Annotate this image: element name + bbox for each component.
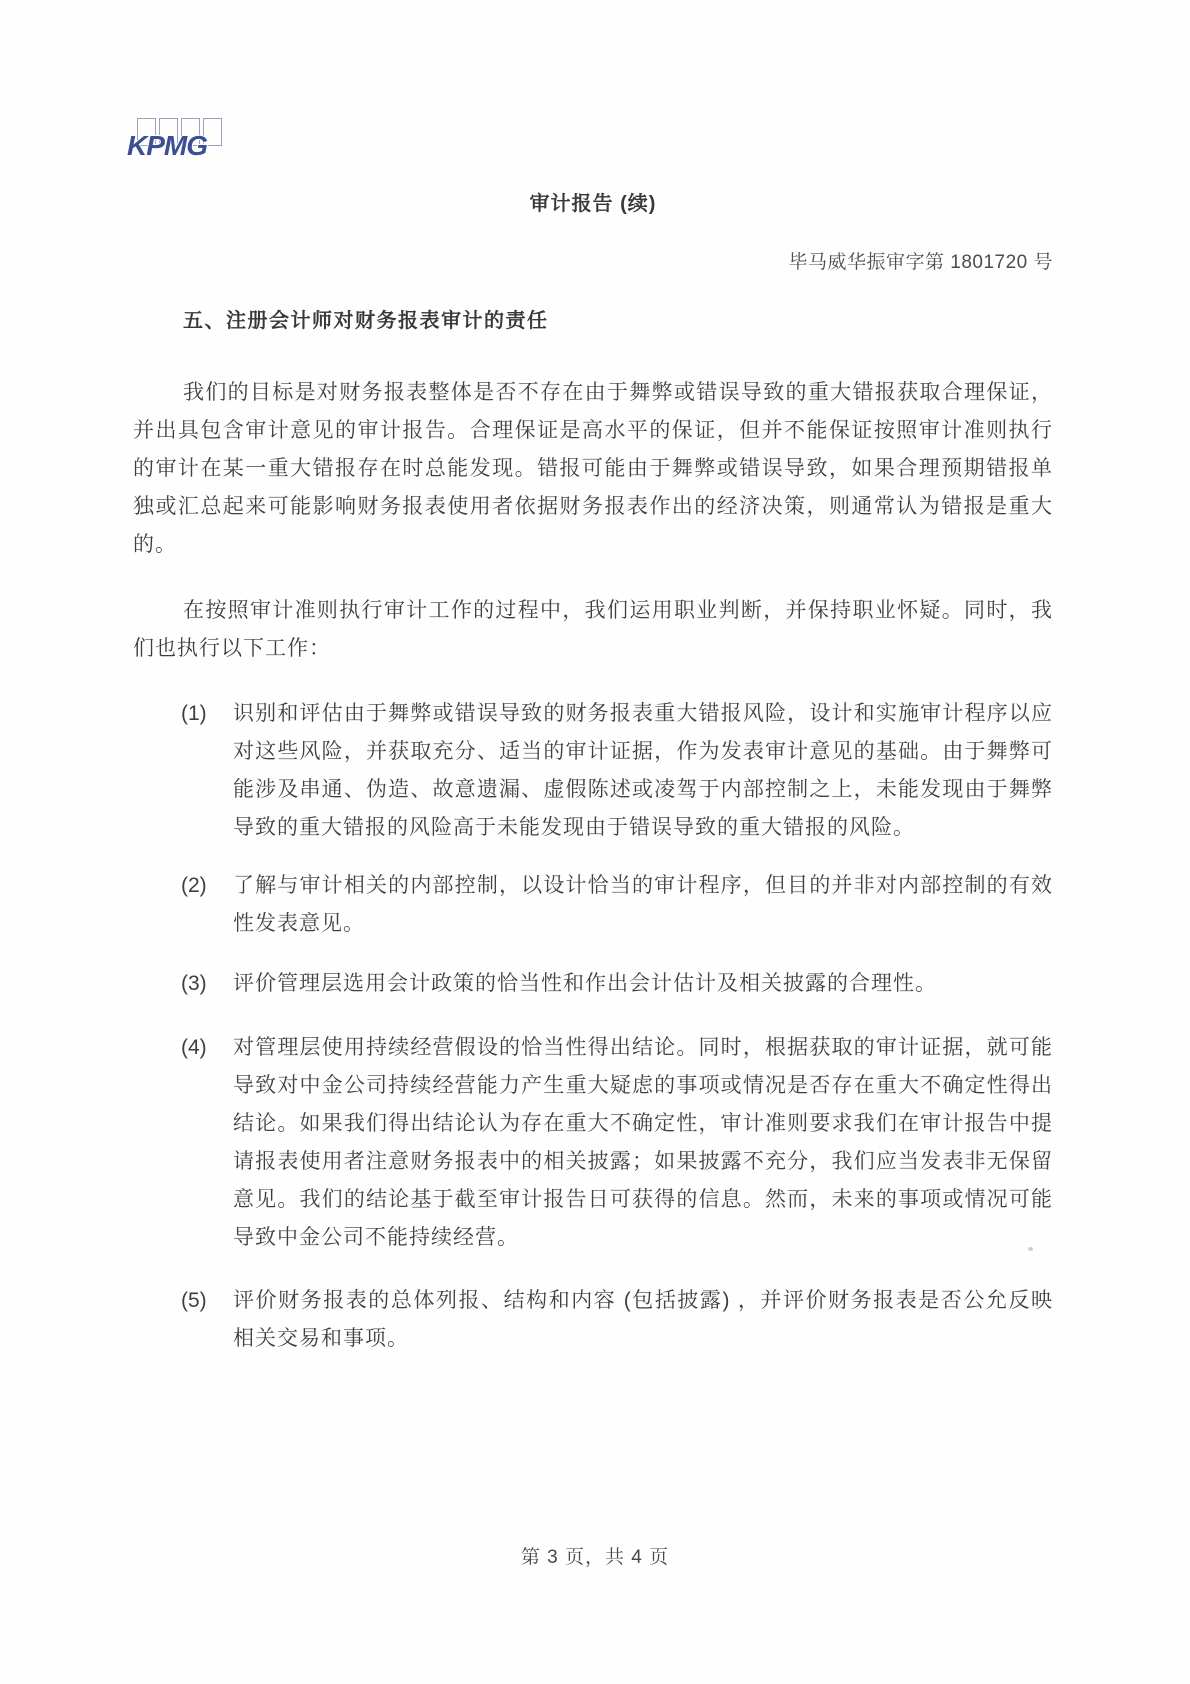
kpmg-logo	[127, 118, 223, 170]
list-item	[133, 965, 1053, 1003]
scan-artifact-dot	[1028, 1247, 1033, 1251]
list-item-number: (3)	[181, 972, 207, 995]
list-item-text: 评价管理层选用会计政策的恰当性和作出会计估计及相关披露的合理性。	[233, 972, 937, 995]
reference-number: 毕马威华振审字第 1801720 号	[788, 252, 1053, 273]
paragraph-objective: 我们的目标是对财务报表整体是否不存在由于舞弊或错误导致的重大错报获取合理保证，并出具包含审计意见的审计报告。合理保证是高水平的保证，但并不能保证按照审计准则执行的审计在某一重大错报存在时总能发现。错报可能由于舞弊或错误导致，如果合理预期错报单独或汇总起来可能影响财务报表使用者依据财务报表作出的经济决策，则通常认为错报是重大的。	[133, 381, 1053, 556]
kpmg-logo-text: KPMG	[127, 130, 207, 161]
section-heading: 五、注册会计师对财务报表审计的责任	[183, 310, 549, 332]
numbered-list	[133, 695, 1053, 1358]
paragraph-professional-judgment: 在按照审计准则执行审计工作的过程中，我们运用职业判断，并保持职业怀疑。同时，我们也执行以下工作：	[133, 599, 1053, 660]
page-number: 第 3 页，共 4 页	[520, 1547, 670, 1568]
list-item	[133, 867, 1053, 943]
document-title: 审计报告 (续)	[529, 193, 657, 215]
list-item-text: 评价财务报表的总体列报、结构和内容 (包括披露) ，并评价财务报表是否公允反映相关交易和事项。	[233, 1289, 1053, 1350]
list-item-number: (4)	[181, 1036, 207, 1059]
document-content	[0, 190, 1190, 1358]
list-item	[133, 1029, 1053, 1257]
list-item-text: 对管理层使用持续经营假设的恰当性得出结论。同时，根据获取的审计证据，就可能导致对中金公司持续经营能力产生重大疑虑的事项或情况是否存在重大不确定性得出结论。如果我们得出结论认为存在重大不确定性，审计准则要求我们在审计报告中提请报表使用者注意财务报表中的相关披露；如果披露不充分，我们应当发表非无保留意见。我们的结论基于截至审计报告日可获得的信息。然而，未来的事项或情况可能导致中金公司不能持续经营。	[233, 1036, 1053, 1249]
list-item-number: (5)	[181, 1289, 207, 1312]
list-item-text: 了解与审计相关的内部控制，以设计恰当的审计程序，但目的并非对内部控制的有效性发表意见。	[233, 874, 1053, 935]
list-item	[133, 695, 1053, 847]
list-item-number: (1)	[181, 702, 207, 725]
list-item-number: (2)	[181, 874, 207, 897]
list-item-text: 识别和评估由于舞弊或错误导致的财务报表重大错报风险，设计和实施审计程序以应对这些风险，并获取充分、适当的审计证据，作为发表审计意见的基础。由于舞弊可能涉及串通、伪造、故意遗漏、虚假陈述或凌驾于内部控制之上，未能发现由于舞弊导致的重大错报的风险高于未能发现由于错误导致的重大错报的风险。	[233, 702, 1053, 839]
list-item	[133, 1282, 1053, 1358]
